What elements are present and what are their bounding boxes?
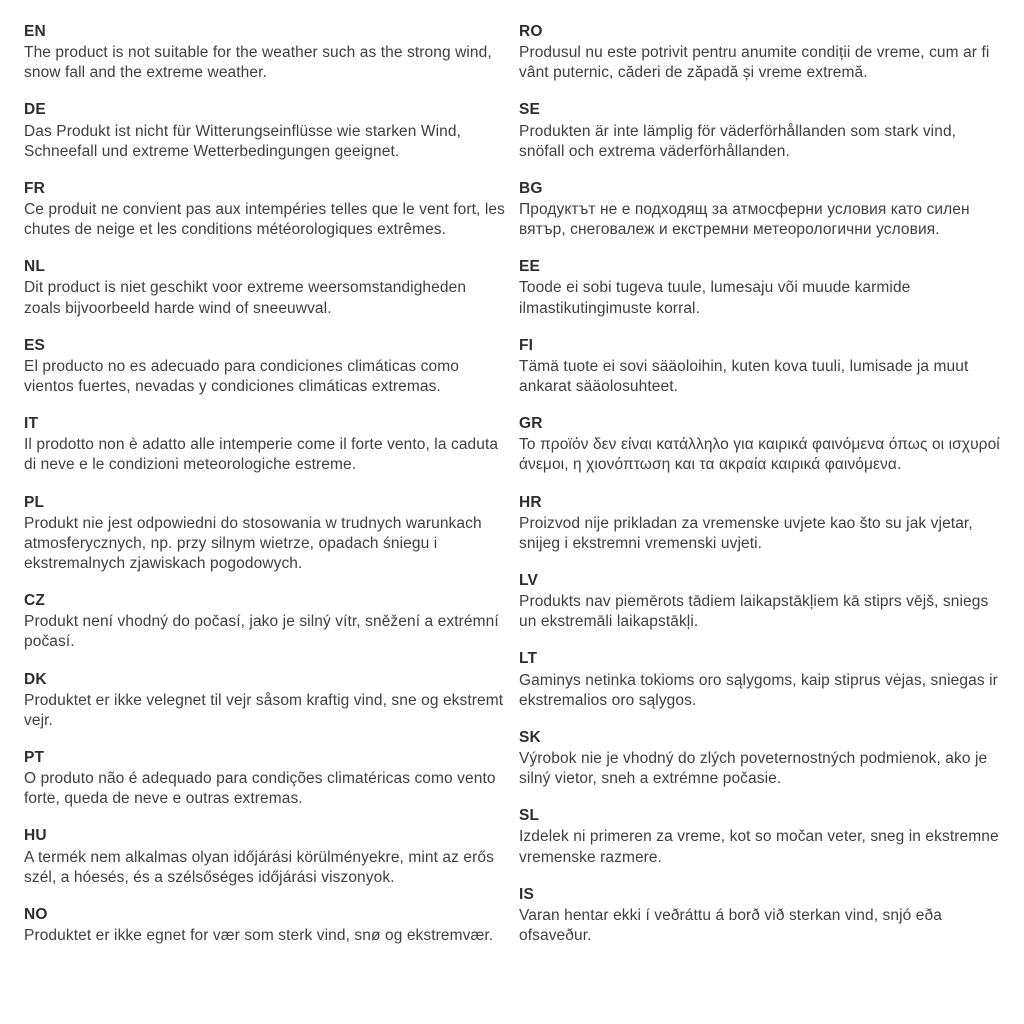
language-code: FI — [519, 336, 534, 354]
warning-column-left — [24, 22, 505, 963]
language-entry — [24, 22, 505, 83]
language-code: PL — [24, 493, 45, 511]
language-entry — [519, 728, 1000, 789]
language-entry — [519, 336, 1000, 397]
language-code: LT — [519, 650, 538, 668]
language-entry — [519, 885, 1000, 946]
language-entry — [24, 414, 505, 475]
warning-text: Toode ei sobi tugeva tuule, lumesaju või muude karmide ilmastikutingimuste korral. — [519, 279, 911, 317]
language-code: IT — [24, 415, 39, 433]
warning-text: Dit product is niet geschikt voor extreme weersomstandigheden zoals bijvoorbeeld harde wind of sneeuwval. — [24, 279, 467, 317]
language-entry — [24, 100, 505, 161]
language-code: PT — [24, 748, 45, 766]
warning-text: Το προϊόν δεν είναι κατάλληλο για καιρικά φαινόμενα όπως οι ισχυροί άνεμοι, η χιονόπτωση και τα ακραία καιρικά φαινόμενα. — [519, 436, 1000, 474]
language-entry — [24, 336, 505, 397]
warning-column-right — [519, 22, 1000, 963]
language-code: SE — [519, 101, 541, 119]
language-entry — [24, 670, 505, 731]
warning-text: Produkten är inte lämplig för väderförhållanden som stark vind, snöfall och extrema väderförhållanden. — [519, 122, 957, 160]
warning-text: El producto no es adecuado para condiciones climáticas como vientos fuertes, nevadas y condiciones climáticas extremas. — [24, 357, 459, 395]
warning-text: Produkts nav piemērots tādiem laikapstākļiem kā stiprs vējš, sniegs un ekstremāli laikapstākļi. — [519, 593, 989, 631]
warning-text: Produkt není vhodný do počasí, jako je silný vítr, sněžení a extrémní počasí. — [24, 613, 499, 651]
warning-text: The product is not suitable for the weather such as the strong wind, snow fall and the extreme weather. — [24, 44, 492, 82]
language-entry — [519, 257, 1000, 318]
warning-text: Ce produit ne convient pas aux intempéries telles que le vent fort, les chutes de neige et les conditions météorologiques extrêmes. — [24, 200, 505, 239]
language-entry — [519, 22, 1000, 83]
language-code: NO — [24, 905, 48, 923]
warning-text: Produsul nu este potrivit pentru anumite condiții de vreme, cum ar fi vânt puternic, căderi de zăpadă și vreme extremă. — [519, 44, 990, 82]
warning-text: O produto não é adequado para condições climatéricas como vento forte, queda de neve e outras extremas. — [24, 770, 496, 808]
language-entry — [24, 493, 505, 575]
warning-text: Tämä tuote ei sovi sääoloihin, kuten kova tuuli, lumisade ja muut ankarat sääolosuhteet. — [519, 357, 969, 395]
language-entry — [519, 414, 1000, 475]
warning-text: Produktet er ikke egnet for vær som sterk vind, snø og ekstremvær. — [24, 926, 494, 944]
language-entry — [519, 179, 1000, 240]
language-code: GR — [519, 415, 543, 433]
language-entry — [24, 748, 505, 809]
warning-text: Výrobok nie je vhodný do zlých poveternostných podmienok, ako je silný vietor, sneh a extrémne počasie. — [519, 749, 988, 788]
language-code: SK — [519, 728, 541, 746]
language-code: NL — [24, 258, 46, 276]
language-entry — [519, 571, 1000, 632]
warning-text: A termék nem alkalmas olyan időjárási körülményekre, mint az erős szél, a hóesés, és a szélsőséges időjárási viszonyok. — [24, 848, 494, 886]
language-entry — [24, 905, 505, 946]
warning-text: Produktet er ikke velegnet til vejr såsom kraftig vind, sne og ekstremt vejr. — [24, 691, 504, 729]
language-code: DE — [24, 101, 46, 119]
warning-text: Продуктът не е подходящ за атмосферни условия като силен вятър, снеговалеж и екстремни метеорологични условия. — [519, 200, 970, 239]
warning-text: Proizvod nije prikladan za vremenske uvjete kao što su jak vjetar, snijeg i ekstremni vremenski uvjeti. — [519, 514, 973, 552]
language-code: ES — [24, 336, 46, 354]
language-code: EE — [519, 258, 541, 276]
language-code: EN — [24, 23, 46, 40]
language-code: HU — [24, 827, 47, 845]
warning-text: Produkt nie jest odpowiedni do stosowania w trudnych warunkach atmosferycznych, np. przy silnym wietrze, opadach śniegu i ekstremalnych zjawiskach pogodowych. — [24, 514, 482, 572]
warning-text: Varan hentar ekki í veðráttu á borð við sterkan vind, snjó eða ofsaveður. — [519, 906, 942, 944]
language-code: SL — [519, 807, 540, 825]
language-entry — [24, 257, 505, 318]
language-code: BG — [519, 179, 543, 197]
language-entry — [519, 493, 1000, 554]
warning-text: Das Produkt ist nicht für Witterungseinflüsse wie starken Wind, Schneefall und extreme Wetterbedingungen geeignet. — [24, 122, 462, 160]
language-entry — [519, 100, 1000, 161]
language-code: DK — [24, 670, 47, 688]
language-entry — [519, 806, 1000, 867]
language-code: RO — [519, 23, 543, 40]
language-entry — [24, 826, 505, 887]
language-code: IS — [519, 885, 535, 903]
language-code: FR — [24, 179, 46, 197]
language-code: CZ — [24, 592, 46, 610]
language-entry — [24, 591, 505, 652]
language-entry — [24, 179, 505, 240]
language-entry — [519, 649, 1000, 710]
warning-text: Gaminys netinka tokioms oro sąlygoms, kaip stiprus vėjas, sniegas ir ekstremalios oro sąlygos. — [519, 671, 998, 709]
language-code: LV — [519, 571, 539, 589]
warning-text: Izdelek ni primeren za vreme, kot so močan veter, sneg in ekstremne vremenske razmere. — [519, 828, 999, 866]
language-code: HR — [519, 493, 542, 511]
warning-text: Il prodotto non è adatto alle intemperie come il forte vento, la caduta di neve e le condizioni meteorologiche estreme. — [24, 436, 499, 474]
